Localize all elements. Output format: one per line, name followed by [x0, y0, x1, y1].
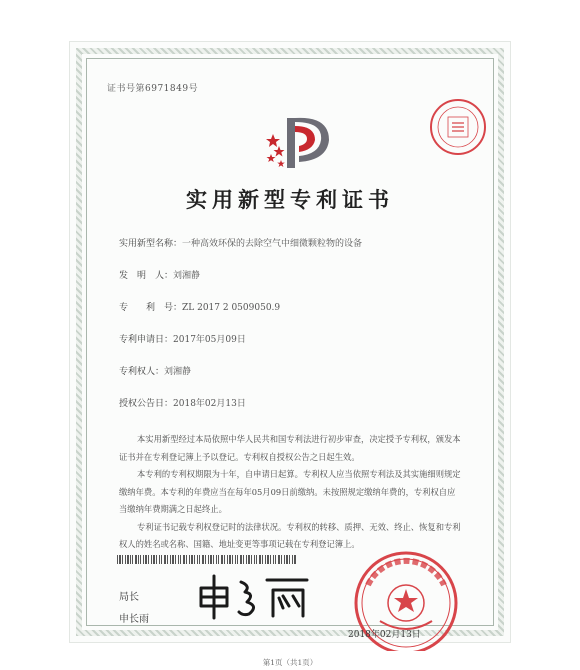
body-paragraph: 专利证书记载专利权登记时的法律状况。专利权的转移、质押、无效、终止、恢复和专利权人的姓名或名称、国籍、地址变更等事项记载在专利登记簿上。	[119, 521, 461, 549]
page-number: 第1页（共1页）	[262, 658, 318, 667]
field-label: 专利权人：	[119, 367, 165, 377]
director-title: 局长	[119, 592, 139, 603]
field-application-date	[119, 332, 246, 345]
director-signature	[193, 572, 313, 622]
field-value: 刘湘静	[164, 367, 192, 377]
field-value: ZL 2017 2 0509050.9	[182, 303, 281, 313]
field-patent-number	[119, 300, 280, 313]
certificate-title: 实用新型专利证书	[186, 187, 394, 212]
director-name: 申长雨	[119, 614, 149, 625]
patent-certificate	[70, 42, 510, 667]
field-grant-date	[119, 396, 246, 409]
field-label: 专 利 号：	[119, 303, 183, 313]
field-utility-model-name	[119, 236, 362, 249]
field-inventor	[119, 268, 200, 281]
field-label: 发 明 人：	[119, 271, 174, 281]
seal-date: 2018年02月13日	[348, 630, 421, 640]
field-patentee	[119, 364, 191, 377]
field-value: 2018年02月13日	[173, 399, 246, 409]
field-label: 授权公告日：	[119, 399, 174, 409]
verification-stamp	[428, 97, 488, 157]
certificate-number: 证书号第6971849号	[107, 84, 199, 94]
body-paragraph: 本专利的专利权期限为十年，自申请日起算。专利权人应当依照专利法及其实施细则规定缴纳年费。本专利的年费应当在每年05月09日前缴纳。未按照规定缴纳年费的，专利权自应当缴纳年费期满之日起终止。	[119, 469, 461, 514]
barcode	[117, 555, 297, 564]
field-value: 刘湘静	[173, 271, 201, 281]
field-label: 专利申请日：	[119, 335, 174, 345]
field-label: 实用新型名称：	[119, 239, 183, 249]
field-value: 2017年05月09日	[173, 335, 246, 345]
body-paragraph: 本实用新型经过本局依照中华人民共和国专利法进行初步审查，决定授予专利权，颁发本证书并在专利登记簿上予以登记。专利权自授权公告之日起生效。	[119, 434, 461, 462]
certificate-body-text	[119, 431, 461, 554]
field-value: 一种高效环保的去除空气中细微颗粒物的设备	[182, 239, 363, 249]
patent-office-logo	[265, 112, 335, 172]
